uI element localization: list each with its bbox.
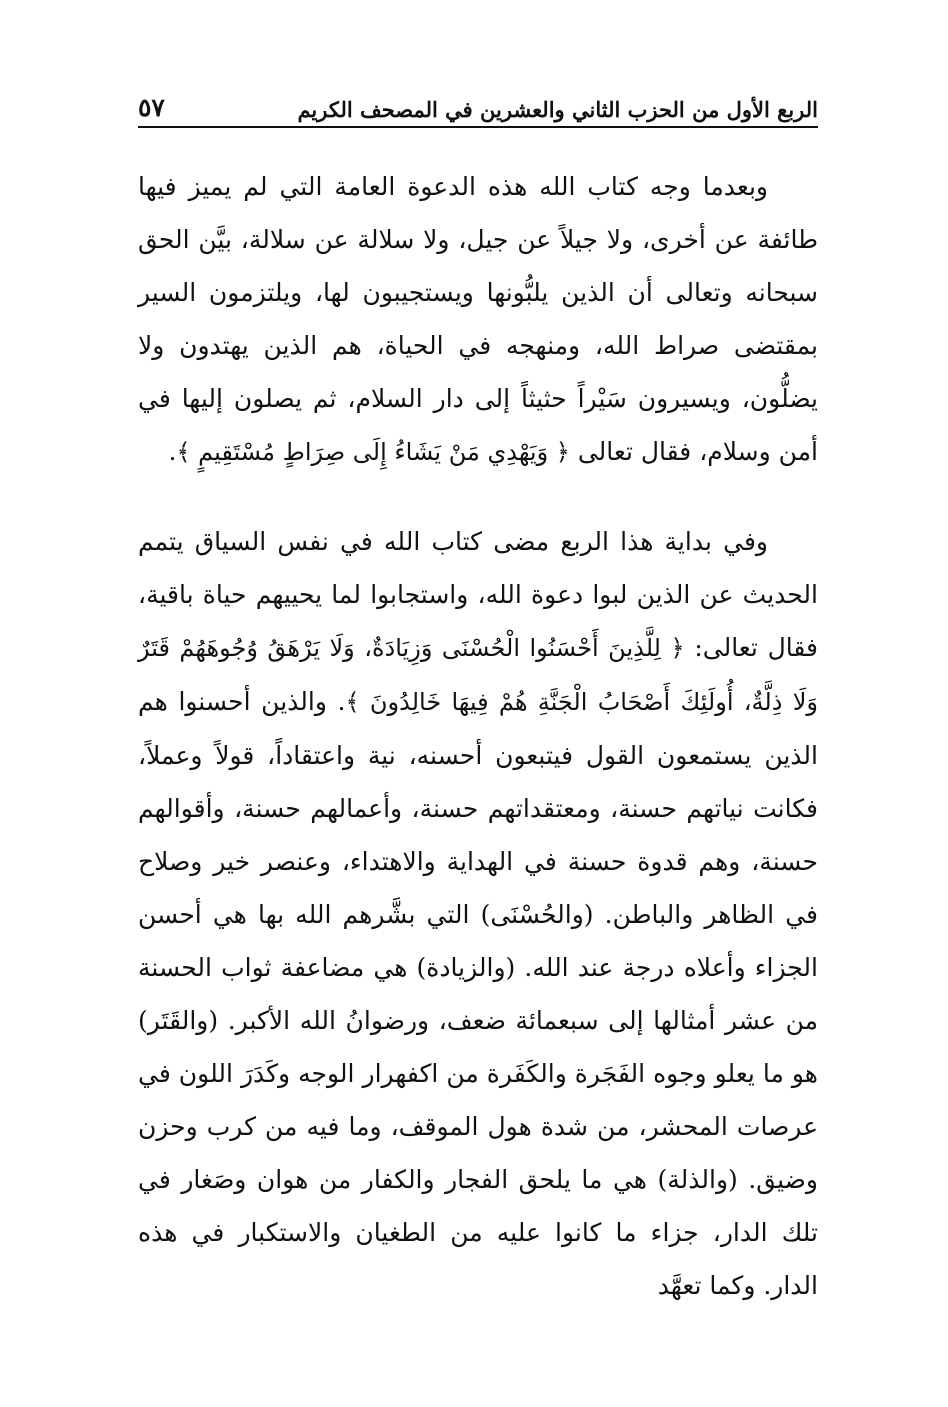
- paragraph-text-continued: . والذين أحسنوا هم الذين يستمعون القول فيتبعون أحسنه، نية واعتقاداً، قولاً وعملاً، فكانت نياتهم حسنة، ومعتقداتهم حسنة، وأعمالهم حسنة، وأقوالهم حسنة، وهم قدوة حسنة في الهداية والاهتداء، وعنصر خير وصلاح في الظاهر والباطن. (والحُسْنَى) التي بشَّرهم الله بها هي أحسن الجزاء وأعلاه درجة عند الله. (والزيادة) هي مضاعفة ثواب الحسنة من عشر أمثالها إلى سبعمائة ضعف، ورضوانُ الله الأكبر. (والقَتَر) هو ما يعلو وجوه الفَجَرة والكَفَرة من اكفهرار الوجه وكَدَرَ اللون في عرصات المحشر، من شدة هول الموقف، وما فيه من كرب وحزن وضيق. (والذلة) هي ما يلحق الفجار والكفار من هوان وصَغار في تلك الدار، جزاء ما كانوا عليه من الطغيان والاستكبار في هذه الدار. وكما تعهَّد: [138, 687, 818, 1300]
- body-text: [138, 160, 818, 1312]
- running-title: الربع الأول من الحزب الثاني والعشرين في المصحف الكريم: [297, 97, 818, 122]
- running-header: [138, 88, 818, 128]
- paragraph-text: وفي بداية هذا الربع مضى كتاب الله في نفس السياق يتمم الحديث عن الذين لبوا دعوة الله، واستجابوا لما يحييهم حياة باقية، فقال تعالى:: [138, 527, 818, 662]
- paragraph-rub-opening: [138, 515, 818, 1312]
- paragraph-text: وبعدما وجه كتاب الله هذه الدعوة العامة التي لم يميز فيها طائفة عن أخرى، ولا جيلاً عن جيل، ولا سلالة عن سلالة، بيَّن الحق سبحانه وتعالى أن الذين يلبُّونها ويستجيبون لها، ويلتزمون السير بمقتضى صراط الله، ومنهجه في الحياة، هم الذين يهتدون ولا يضلُّون، ويسيرون سَيْراً حثيثاً إلى دار السلام، ثم يصلون إليها في أمن وسلام، فقال تعالى: [138, 172, 818, 466]
- quran-verse: ﴿ وَيَهْدِي مَنْ يَشَاءُ إِلَى صِرَاطٍ مُسْتَقِيمٍ ﴾: [176, 438, 570, 466]
- paragraph-guidance: [138, 160, 818, 479]
- quran-verse: ﴿ لِلَّذِينَ أَحْسَنُوا الْحُسْنَى وَزِيَادَةٌ، وَلَا يَرْهَقُ وُجُوهَهُمْ قَتَرٌ وَلَا ذِلَّةٌ، أُولَئِكَ أَصْحَابُ الْجَنَّةِ هُمْ فِيهَا خَالِدُونَ ﴾: [138, 634, 819, 716]
- page-number: ٥٧: [138, 93, 165, 122]
- paragraph-end: .: [168, 437, 177, 466]
